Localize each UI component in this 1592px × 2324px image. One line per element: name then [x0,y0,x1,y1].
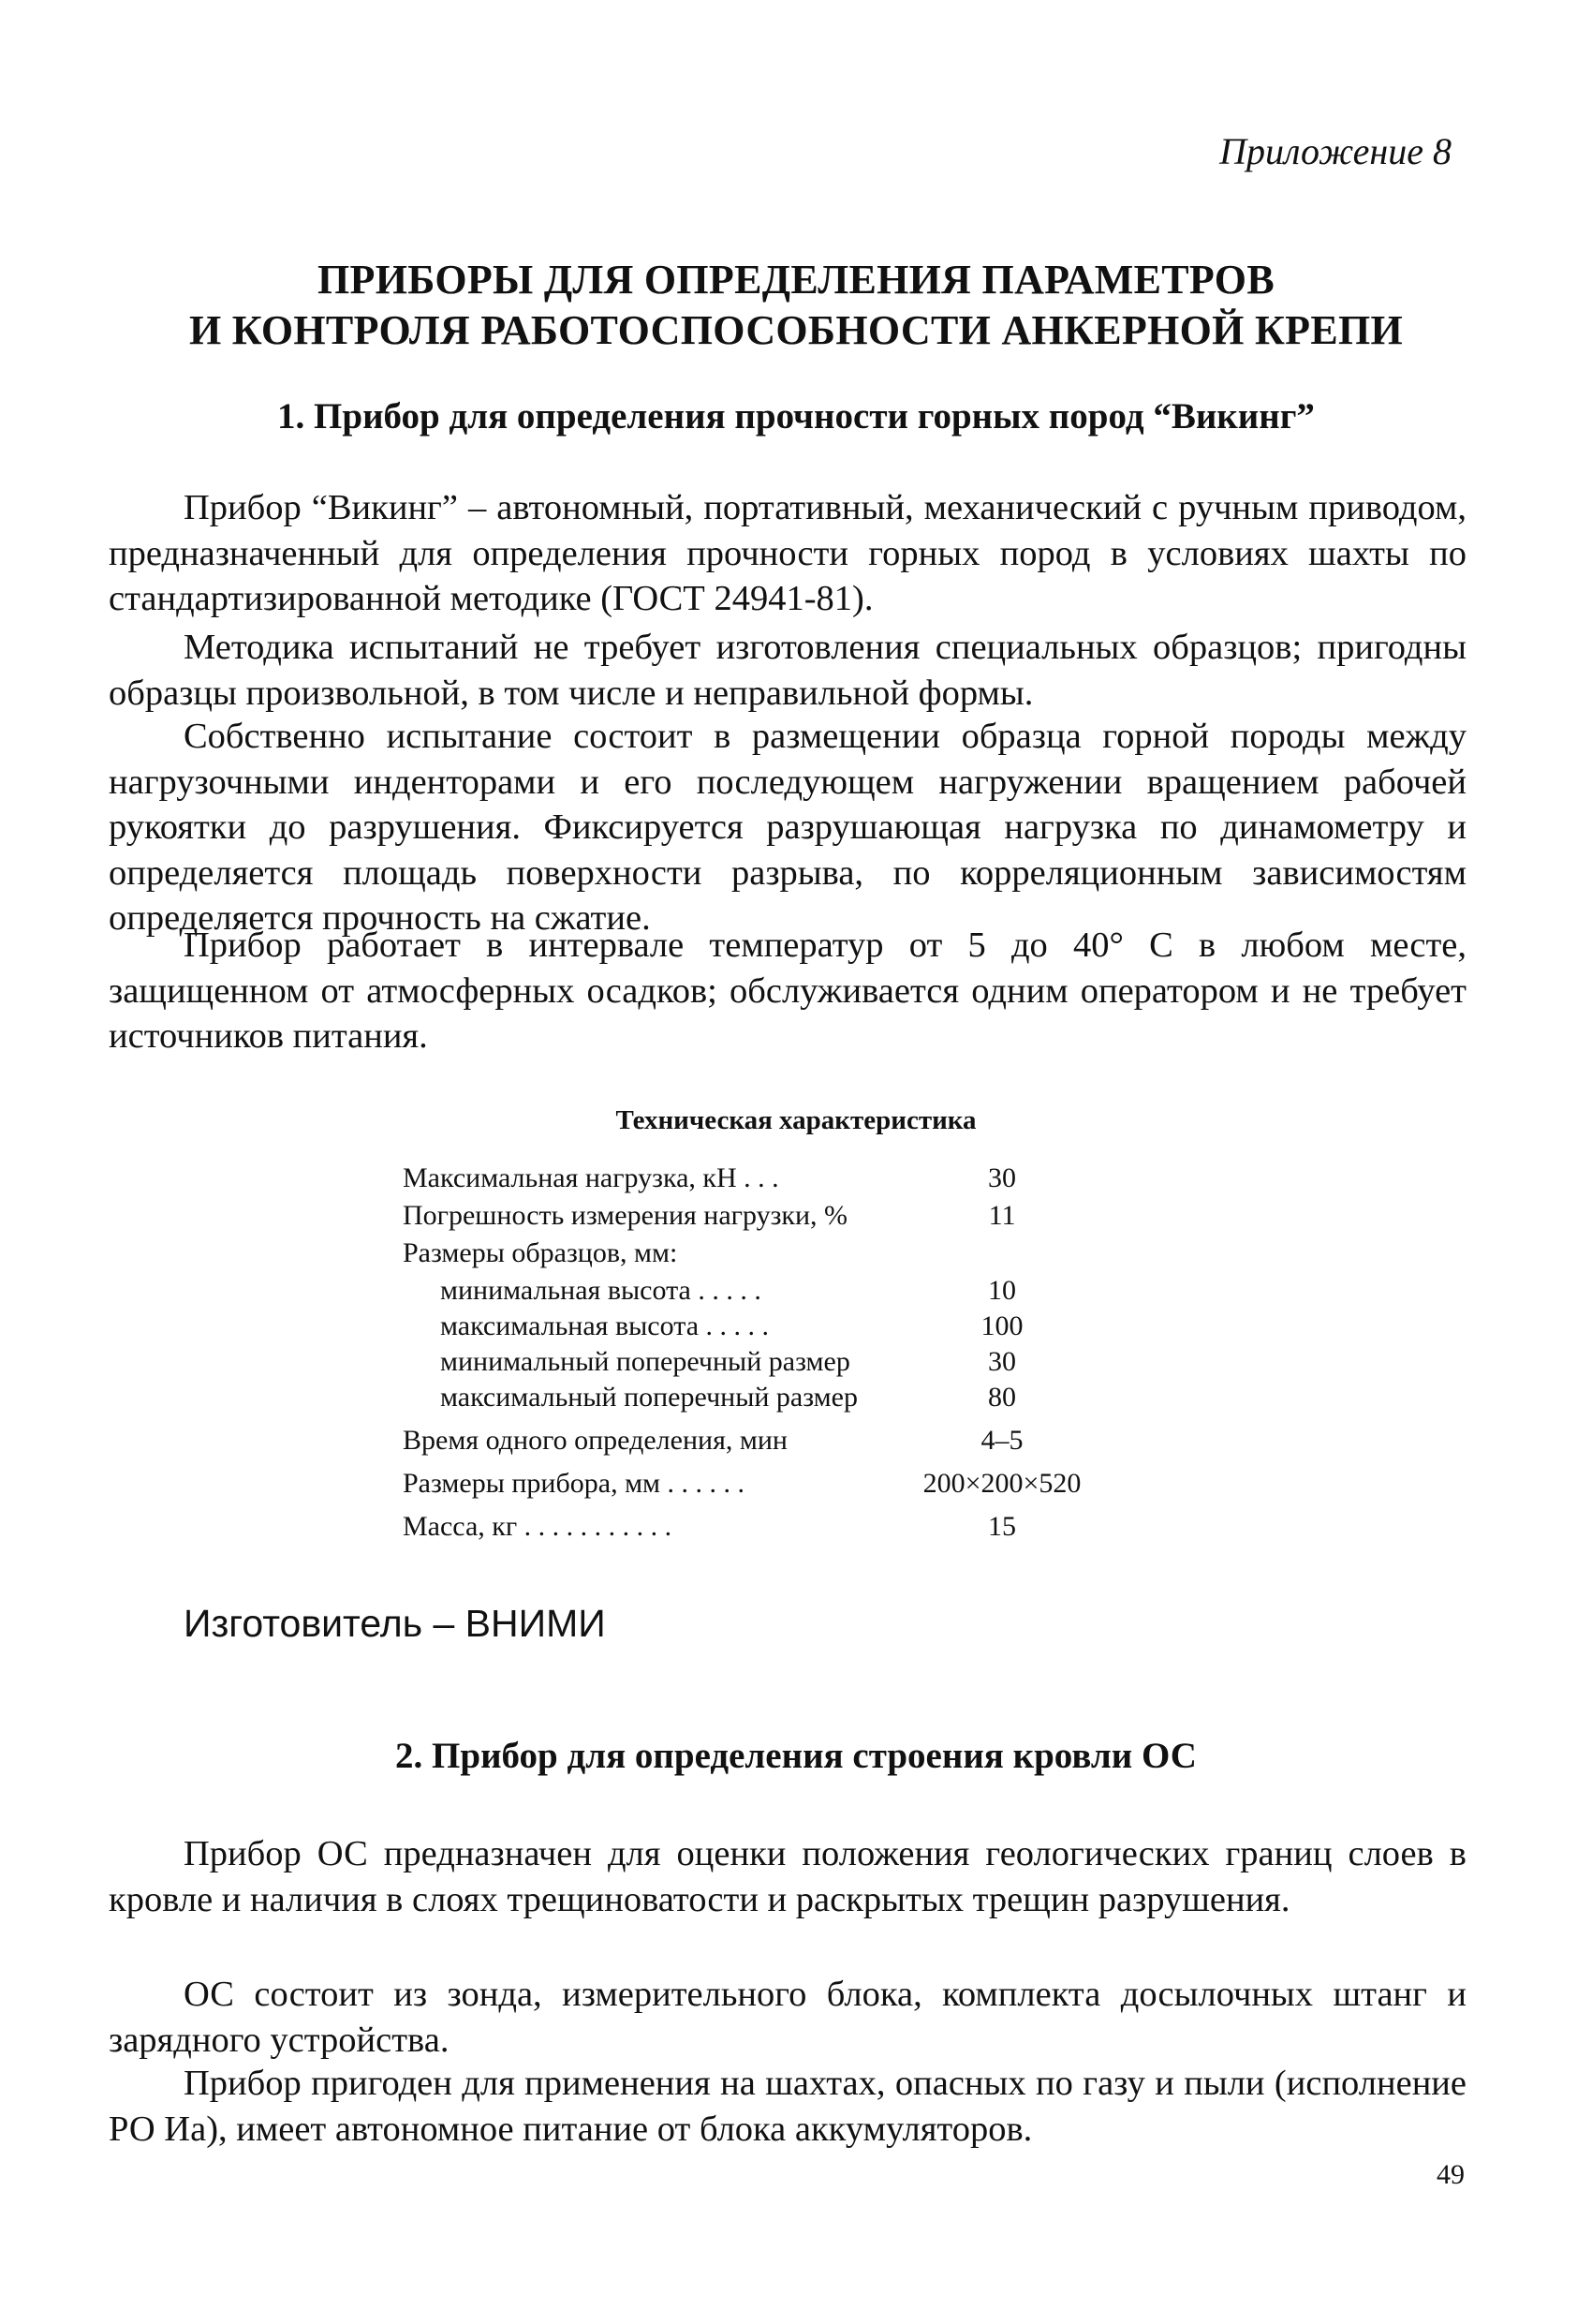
spec-value: 200×200×520 [922,1468,1082,1499]
spec-label: минимальная высота . . . . . [440,1275,761,1306]
specs-title: Техническая характеристика [615,1105,977,1135]
spec-label: максимальный поперечный размер [440,1382,858,1413]
spec-label: Погрешность измерения нагрузки, % [403,1200,848,1231]
appendix-label: Приложение 8 [1219,130,1452,172]
spec-value: 10 [988,1275,1016,1306]
section-1-paragraph-2: Методика испытаний не требует изготовления специальных образцов; пригодны образцы произвольной, в том числе и неправильной формы. [109,628,1467,713]
spec-label: Время одного определения, мин [403,1425,788,1456]
section-2-paragraph-3: Прибор пригоден для применения на шахтах, опасных по газу и пыли (исполнение РО Иа), имеет автономное питание от блока аккумуляторов. [109,2064,1467,2149]
spec-label: минимальный поперечный размер [440,1346,850,1377]
page-title [0,255,1592,356]
page-number: 49 [1437,2159,1465,2190]
spec-label: Размеры образцов, мм: [403,1237,678,1268]
spec-label: Максимальная нагрузка, кН . . . [403,1162,779,1193]
spec-value: 11 [988,1200,1016,1231]
spec-label: Размеры прибора, мм . . . . . . [403,1468,745,1499]
spec-value: 30 [988,1346,1016,1377]
manufacturer-line: Изготовитель – ВНИМИ [184,1602,606,1645]
section-1-paragraph-3: Собственно испытание состоит в размещении образца горной породы между нагрузочными инденторами и его последующем нагружении вращением рабочей рукоятки до разрушения. Фиксируется разрушающая нагрузка по динамометру и определяется площадь поверхности разрыва, по корреляционным зависимостям определяется прочность на сжатие. [109,717,1467,938]
section-2-paragraph-1: Прибор ОС предназначен для оценки положения геологических границ слоев в кровле и наличия в слоях трещиноватости и раскрытых трещин разрушения. [109,1834,1467,1919]
section-1-heading: 1. Прибор для определения прочности горных пород “Викинг” [277,396,1315,437]
spec-value: 15 [988,1511,1016,1542]
spec-value: 80 [988,1382,1016,1413]
section-2-paragraph-2: ОС состоит из зонда, измерительного блока, комплекта досылочных штанг и зарядного устройства. [109,1975,1467,2060]
spec-value: 30 [988,1162,1016,1193]
section-1-paragraph-1: Прибор “Викинг” – автономный, портативный, механический с ручным приводом, предназначенный для определения прочности горных пород в условиях шахты по стандартизированной методике (ГОСТ 24941-81). [109,488,1467,618]
section-2-heading: 2. Прибор для определения строения кровли ОС [395,1736,1197,1776]
page-title-line-2: И КОНТРОЛЯ РАБОТОСПОСОБНОСТИ АНКЕРНОЙ КРЕПИ [188,307,1404,353]
spec-label: максимальная высота . . . . . [440,1310,770,1341]
page-title-line-1: ПРИБОРЫ ДЛЯ ОПРЕДЕЛЕНИЯ ПАРАМЕТРОВ [317,257,1275,303]
spec-label: Масса, кг . . . . . . . . . . . [403,1511,672,1542]
spec-value: 100 [980,1310,1024,1341]
section-1-paragraph-4: Прибор работает в интервале температур от 5 до 40° С в любом месте, защищенном от атмосферных осадков; обслуживается одним оператором и не требует источников питания. [109,925,1467,1056]
spec-value: 4–5 [980,1425,1024,1456]
